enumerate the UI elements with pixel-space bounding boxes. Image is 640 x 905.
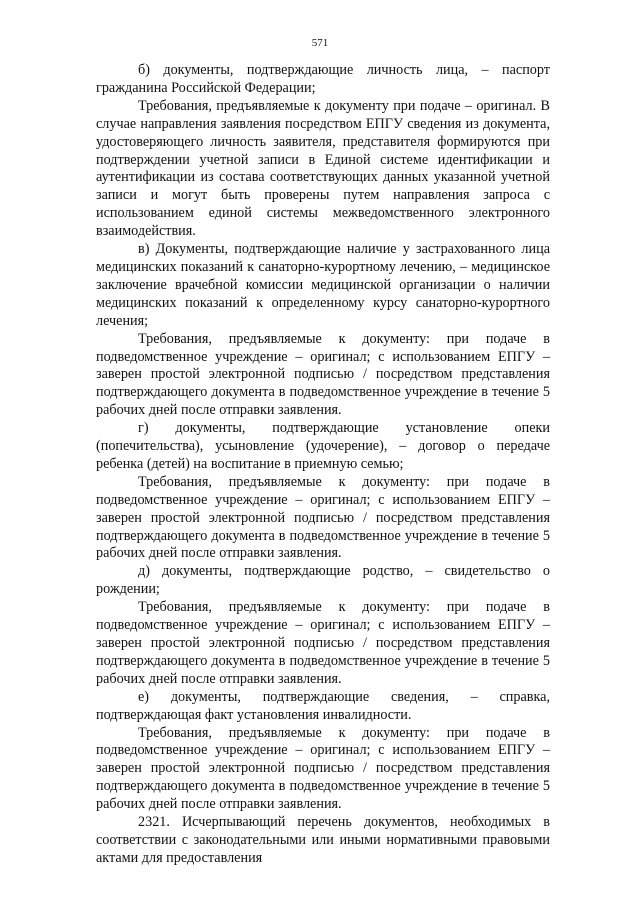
paragraph-b-identity-documents: б) документы, подтверждающие личность лица, – паспорт гражданина Российской Федерации; (96, 62, 550, 96)
paragraph-g-requirements: Требования, предъявляемые к документу: при подаче в подведомственное учреждение – оригинал; с использованием ЕПГУ – заверен простой электронной подписью / посредством представления подтверждающего документа в подведомственное учреждение в течение 5 рабочих дней после отправки заявления. (96, 473, 550, 562)
page-number: 571 (311, 37, 329, 49)
paragraph-g-guardianship-documents: г) документы, подтверждающие установление опеки (попечительства), усыновление (удочерение), – договор о передаче ребенка (детей) на воспитание в приемную семью; (96, 420, 550, 472)
paragraph-e-requirements: Требования, предъявляемые к документу: при подаче в подведомственное учреждение – оригинал; с использованием ЕПГУ – заверен простой электронной подписью / посредством представления подтверждающего документа в подведомственное учреждение в течение 5 рабочих дней после отправки заявления. (96, 724, 550, 813)
paragraph-2321-document-list: 2321. Исчерпывающий перечень документов, необходимых в соответствии с законодательными или иными нормативными правовыми актами для предоставления (96, 814, 550, 866)
paragraph-d-requirements: Требования, предъявляемые к документу: при подаче в подведомственное учреждение – оригинал; с использованием ЕПГУ – заверен простой электронной подписью / посредством представления подтверждающего документа в подведомственное учреждение в течение 5 рабочих дней после отправки заявления. (96, 599, 550, 687)
paragraph-v-requirements: Требования, предъявляемые к документу: при подаче в подведомственное учреждение – оригинал; с использованием ЕПГУ – заверен простой электронной подписью / посредством представления подтверждающего документа в подведомственное учреждение в течение 5 рабочих дней после отправки заявления. (96, 330, 550, 419)
document-body (96, 62, 550, 868)
paragraph-b-requirements: Требования, предъявляемые к документу при подаче – оригинал. В случае направления заявления посредством ЕПГУ сведения из документа, удостоверяющего личность заявителя, представителя формируются при подтверждении учетной записи в Единой системе идентификации и аутентификации из состава соответствующих данных указанной учетной записи и могут быть проверены путем направления запроса с использованием единой системы межведомственного электронного взаимодействия. (96, 97, 550, 240)
paragraph-v-medical-documents: в) Документы, подтверждающие наличие у застрахованного лица медицинских показаний к санаторно-курортному лечению, – медицинское заключение врачебной комиссии медицинской организации о наличии медицинских показаний к определенному курсу санаторно-курортного лечения; (96, 241, 550, 329)
paragraph-d-kinship-documents: д) документы, подтверждающие родство, – свидетельство о рождении; (96, 563, 550, 598)
paragraph-e-disability-documents: е) документы, подтверждающие сведения, – справка, подтверждающая факт установления инвалидности. (96, 688, 550, 723)
